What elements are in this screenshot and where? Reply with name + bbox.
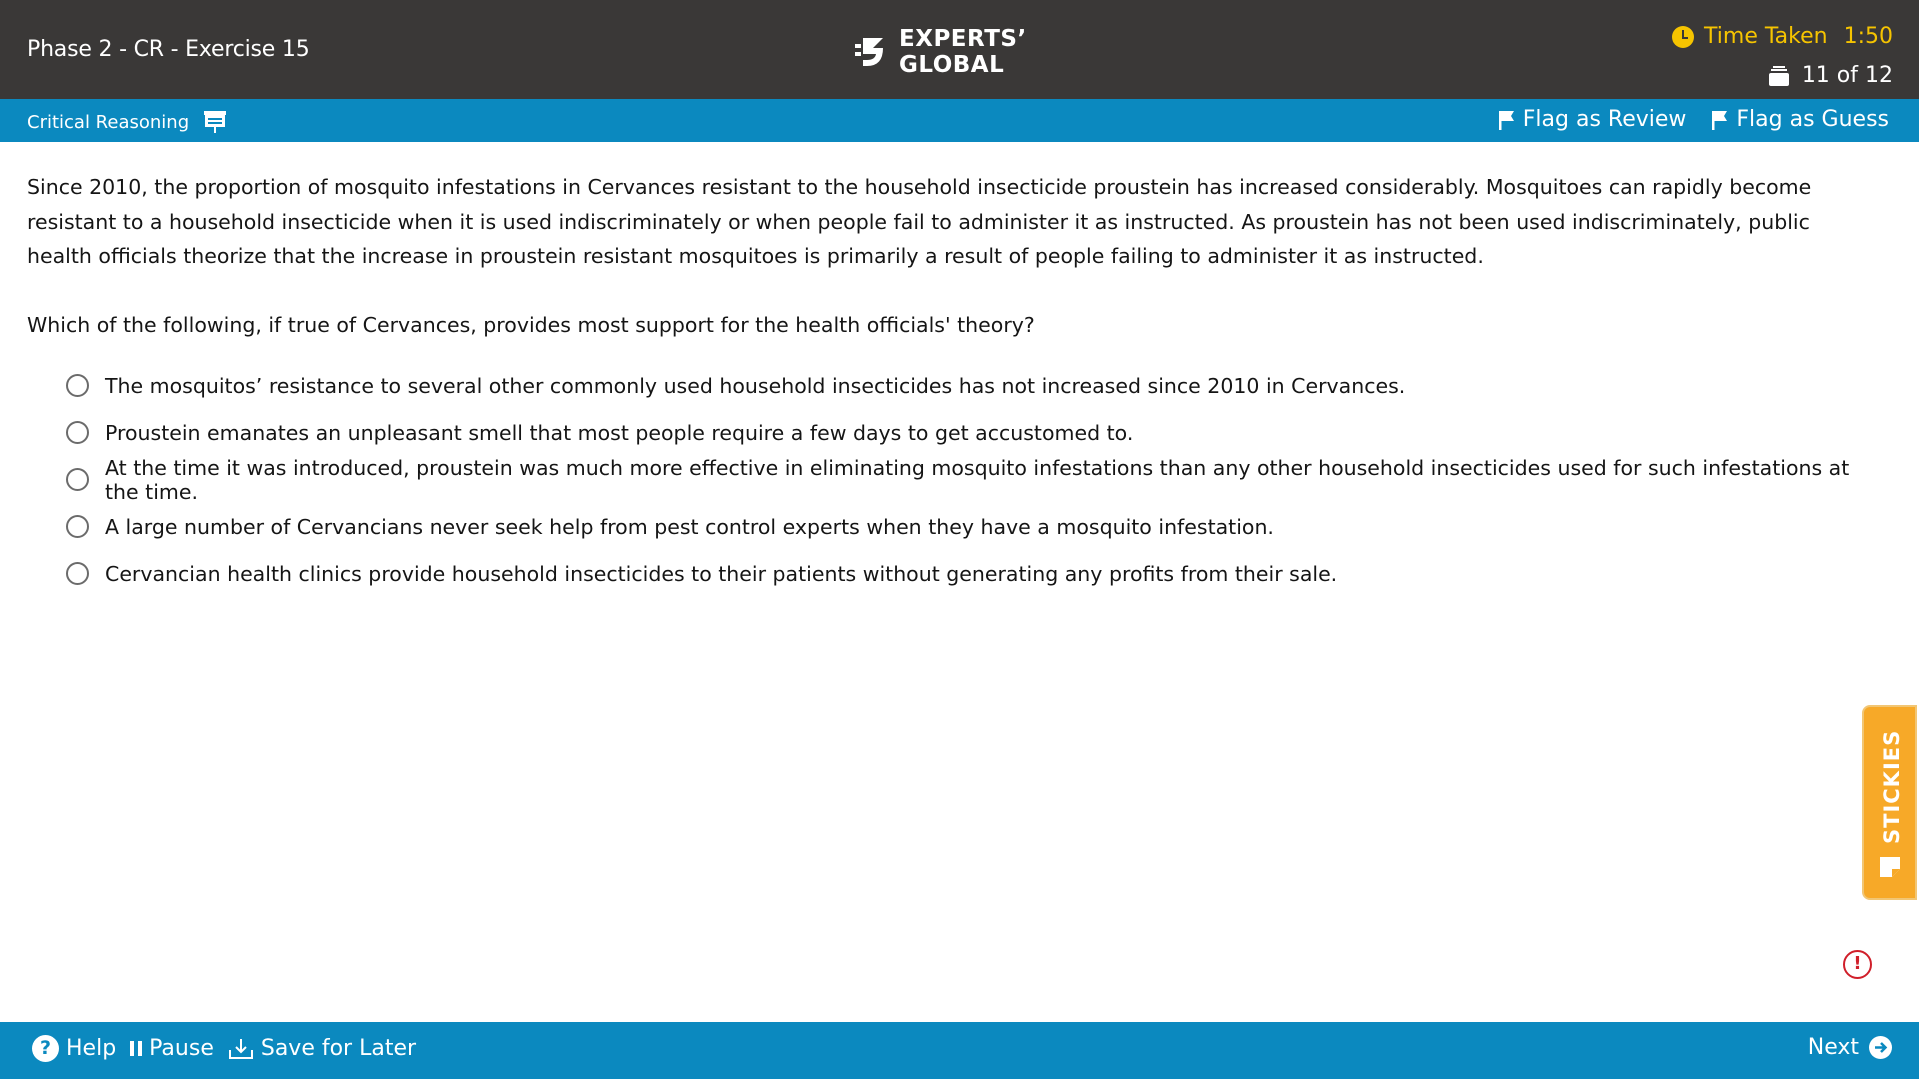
timer [1672,24,1893,49]
pause-icon [130,1041,142,1056]
question-stack-icon [1768,65,1790,87]
section-bar [0,99,1919,142]
flag-icon [1712,110,1728,130]
radio-button[interactable] [66,421,89,444]
help-button[interactable] [32,1035,116,1062]
section-label [27,110,227,134]
logo-mark-icon [855,32,889,72]
stickies-label: STICKIES [1880,729,1904,845]
flag-group [1499,107,1889,132]
top-header [0,0,1919,99]
radio-button[interactable] [66,562,89,585]
answer-option-e[interactable] [66,550,1866,597]
next-label: Next [1807,1035,1859,1060]
flag-review-label: Flag as Review [1522,107,1687,132]
answer-option-text: At the time it was introduced, proustein was much more effective in eliminating mosquito infestations than any other household insecticides used for such infestations at the time. [105,455,1850,504]
logo-text-line1: EXPERTS’ [899,26,1027,52]
download-icon [228,1037,254,1061]
experts-global-logo [855,26,1027,78]
question-stem: Which of the following, if true of Cervances, provides most support for the health officials' theory? [27,313,1035,337]
timer-label: Time Taken [1704,24,1828,49]
clock-icon [1672,26,1694,48]
radio-button[interactable] [66,374,89,397]
answer-option-text: Cervancian health clinics provide household insecticides to their patients without generating any profits from their sale. [105,561,1338,586]
save-for-later-label: Save for Later [260,1036,417,1061]
arrow-right-circle-icon [1869,1036,1892,1059]
flag-icon [1499,110,1515,130]
stickies-tab[interactable] [1862,705,1917,900]
next-button[interactable] [1808,1035,1892,1060]
answer-option-a[interactable] [66,362,1866,409]
answer-options [66,362,1866,597]
answer-option-c[interactable] [66,456,1866,503]
save-for-later-button[interactable] [228,1036,416,1061]
answer-option-text: The mosquitos’ resistance to several other commonly used household insecticides has not increased since 2010 in Cervances. [105,373,1406,398]
question-counter-text: 11 of 12 [1801,63,1893,88]
flag-as-guess-button[interactable] [1712,107,1889,132]
passage-text: Since 2010, the proportion of mosquito infestations in Cervances resistant to the household insecticide proustein has increased considerably. Mosquitoes can rapidly become resistant to a household insecticide when it is used indiscriminately or when people fail to administer it as instructed. As proustein has not been used indiscriminately, public health officials theorize that the increase in proustein resistant mosquitoes is primarily a result of people failing to administer it as instructed. [27,175,1812,268]
flag-as-review-button[interactable] [1499,107,1687,132]
sticky-note-icon [1877,854,1903,880]
answer-option-d[interactable] [66,503,1866,550]
presentation-board-icon[interactable] [203,110,227,134]
exercise-title: Phase 2 - CR - Exercise 15 [27,37,310,62]
bottom-toolbar [0,1022,1919,1079]
answer-option-text: Proustein emanates an unpleasant smell that most people require a few days to get accustomed to. [105,420,1134,445]
flag-guess-label: Flag as Guess [1736,107,1889,132]
radio-button[interactable] [66,468,89,491]
logo-text-line2: GLOBAL [899,52,1005,78]
section-name: Critical Reasoning [27,111,190,133]
pause-button[interactable] [130,1036,214,1061]
answer-option-text: A large number of Cervancians never seek help from pest control experts when they have a mosquito infestation. [105,514,1274,539]
radio-button[interactable] [66,515,89,538]
timer-value: 1:50 [1843,24,1893,49]
answer-option-b[interactable] [66,409,1866,456]
help-icon: ? [32,1035,59,1062]
report-error-icon[interactable]: ! [1843,950,1872,979]
help-label: Help [66,1036,117,1061]
question-counter [1768,63,1893,88]
pause-label: Pause [149,1036,214,1061]
